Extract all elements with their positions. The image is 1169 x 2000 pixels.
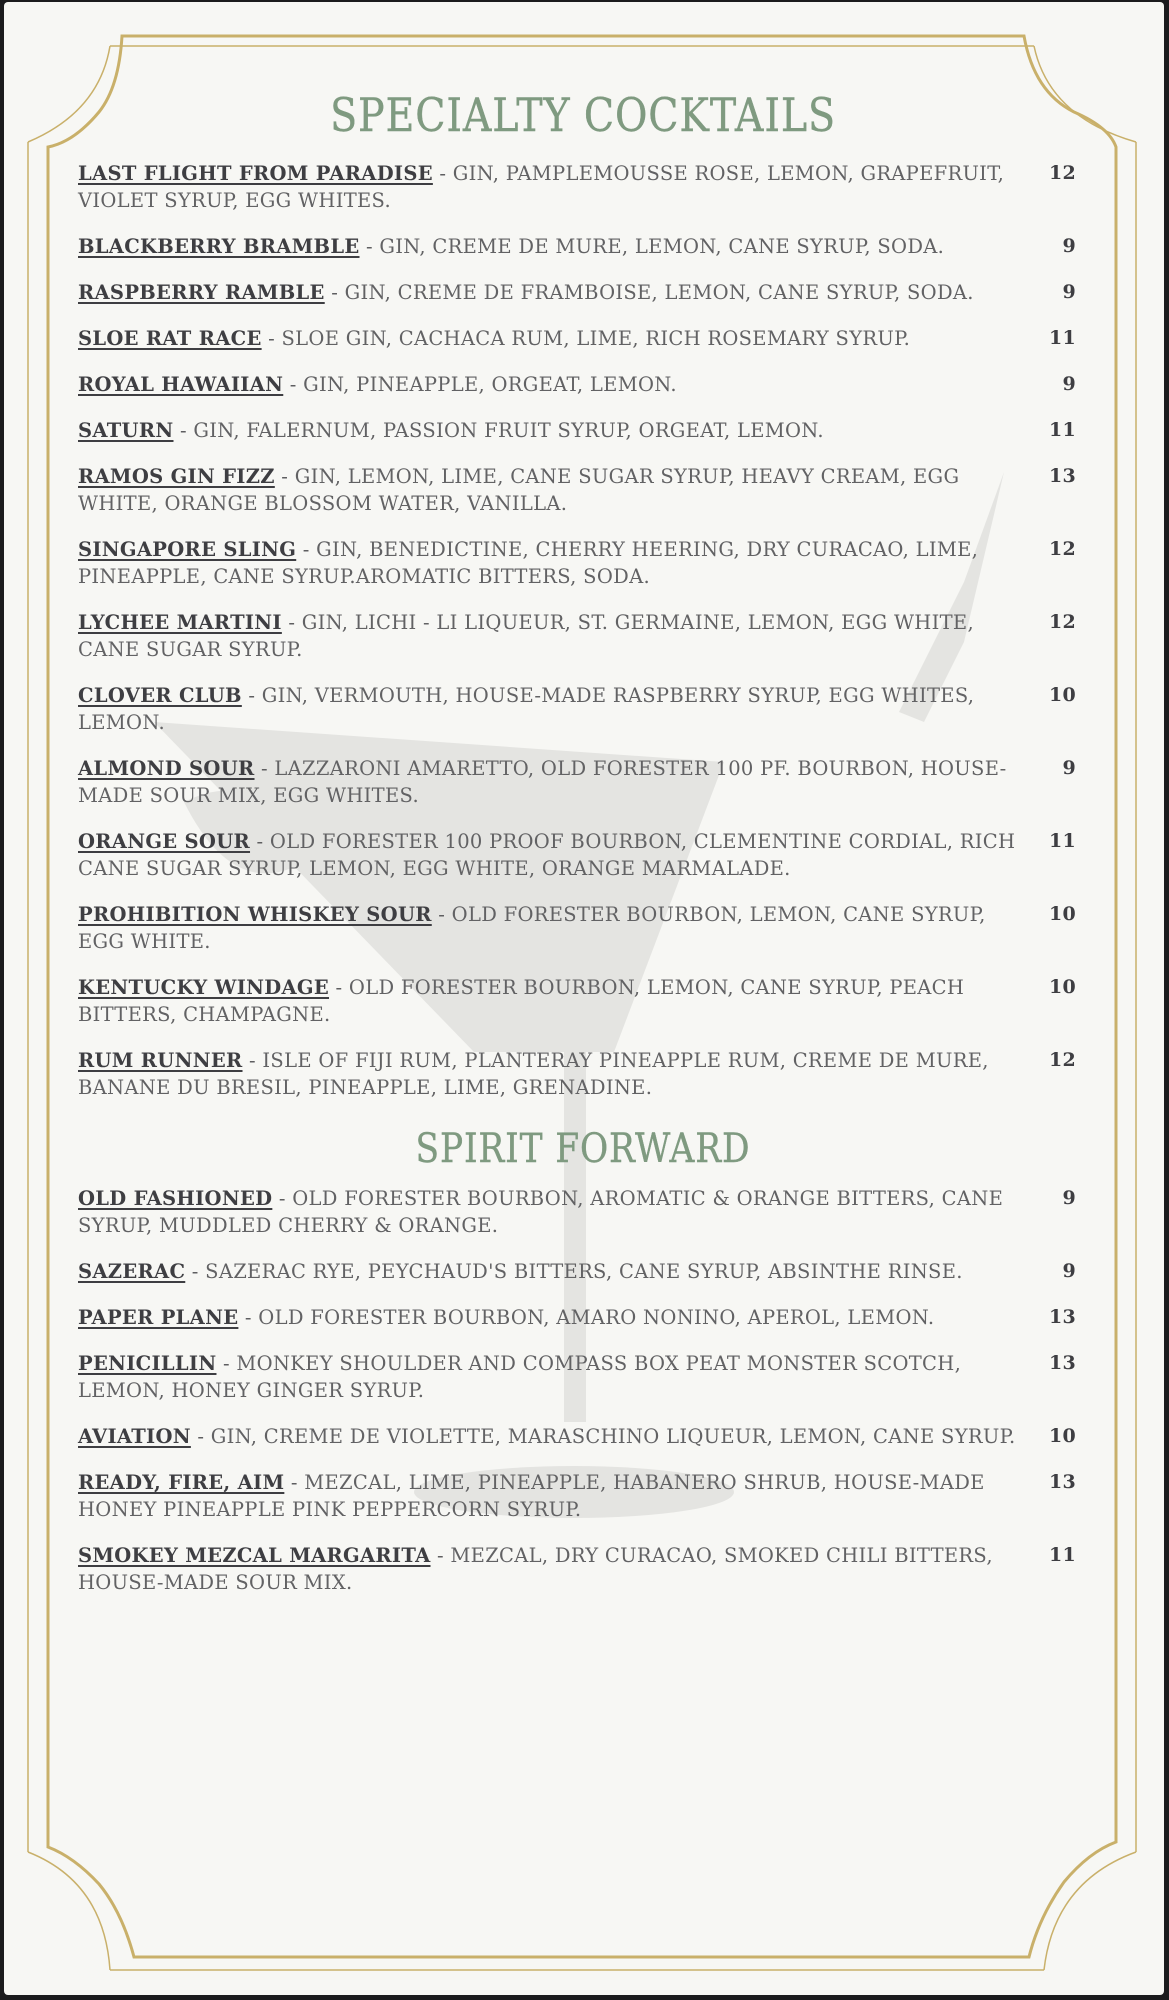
- item-name: READY, FIRE, AIM: [78, 1471, 285, 1494]
- item-price: 9: [1062, 235, 1076, 257]
- item-description: ISLE OF FIJI RUM, PLANTERAY PINEAPPLE RUM, CREME DE MURE, BANANE DU BRESIL, PINEAPPLE, LIME, GRENADINE.: [78, 1049, 989, 1099]
- item-description: MEZCAL, DRY CURACAO, SMOKED CHILI BITTERS, HOUSE-MADE SOUR MIX.: [78, 1544, 993, 1594]
- item-description: GIN, LICHI - LI LIQUEUR, ST. GERMAINE, LEMON, EGG WHITE, CANE SUGAR SYRUP.: [78, 611, 974, 661]
- item-description: SAZERAC RYE, PEYCHAUD'S BITTERS, CANE SYRUP, ABSINTHE RINSE.: [205, 1260, 963, 1283]
- item-name: PENICILLIN: [78, 1352, 217, 1375]
- item-description: GIN, PINEAPPLE, ORGEAT, LEMON.: [303, 373, 677, 396]
- menu-item: AVIATION - GIN, CREME DE VIOLETTE, MARASCHINO LIQUEUR, LEMON, CANE SYRUP. 10: [78, 1425, 1076, 1448]
- menu-item: SINGAPORE SLING - GIN, BENEDICTINE, CHERRY HEERING, DRY CURACAO, LIME, PINEAPPLE, CANE SYRUP.AROMATIC BITTERS, SODA. 12: [78, 538, 1076, 588]
- menu-item: ALMOND SOUR - LAZZARONI AMARETTO, OLD FORESTER 100 PF. BOURBON, HOUSE-MADE SOUR MIX, EGG WHITES. 9: [78, 757, 1076, 807]
- menu-item: KENTUCKY WINDAGE - OLD FORESTER BOURBON, LEMON, CANE SYRUP, PEACH BITTERS, CHAMPAGNE. 10: [78, 976, 1076, 1026]
- item-name: BLACKBERRY BRAMBLE: [78, 235, 360, 258]
- item-name: AVIATION: [78, 1425, 191, 1448]
- menu-item: PENICILLIN - MONKEY SHOULDER AND COMPASS BOX PEAT MONSTER SCOTCH, LEMON, HONEY GINGER SYRUP. 13: [78, 1352, 1076, 1402]
- item-description: OLD FORESTER BOURBON, AROMATIC & ORANGE BITTERS, CANE SYRUP, MUDDLED CHERRY & ORANGE.: [78, 1187, 1004, 1237]
- menu-item: SMOKEY MEZCAL MARGARITA - MEZCAL, DRY CURACAO, SMOKED CHILI BITTERS, HOUSE-MADE SOUR MIX. 11: [78, 1544, 1076, 1594]
- item-name: SATURN: [78, 419, 174, 442]
- item-description: SLOE GIN, CACHACA RUM, LIME, RICH ROSEMARY SYRUP.: [281, 327, 911, 350]
- menu-item: SLOE RAT RACE - SLOE GIN, CACHACA RUM, LIME, RICH ROSEMARY SYRUP. 11: [78, 327, 1076, 350]
- item-price: 10: [1048, 903, 1076, 925]
- item-name: SINGAPORE SLING: [78, 538, 297, 561]
- item-description: GIN, LEMON, LIME, CANE SUGAR SYRUP, HEAVY CREAM, EGG WHITE, ORANGE BLOSSOM WATER, VANILLA.: [78, 465, 960, 515]
- item-price: 12: [1048, 538, 1076, 560]
- item-description: OLD FORESTER 100 PROOF BOURBON, CLEMENTINE CORDIAL, RICH CANE SUGAR SYRUP, LEMON, EGG WHITE, ORANGE MARMALADE.: [78, 830, 1016, 880]
- menu-item: CLOVER CLUB - GIN, VERMOUTH, HOUSE-MADE RASPBERRY SYRUP, EGG WHITES, LEMON. 10: [78, 684, 1076, 734]
- item-price: 9: [1062, 757, 1076, 779]
- item-description: GIN, BENEDICTINE, CHERRY HEERING, DRY CURACAO, LIME, PINEAPPLE, CANE SYRUP.AROMATIC BITTERS, SODA.: [78, 538, 979, 588]
- item-price: 13: [1048, 465, 1076, 487]
- menu-item: PROHIBITION WHISKEY SOUR - OLD FORESTER BOURBON, LEMON, CANE SYRUP, EGG WHITE. 10: [78, 903, 1076, 953]
- menu-item: READY, FIRE, AIM - MEZCAL, LIME, PINEAPPLE, HABANERO SHRUB, HOUSE-MADE HONEY PINEAPPLE PINK PEPPERCORN SYRUP. 13: [78, 1471, 1076, 1521]
- menu-content: [78, 88, 1088, 1615]
- item-price: 13: [1048, 1306, 1076, 1328]
- menu-item: ORANGE SOUR - OLD FORESTER 100 PROOF BOURBON, CLEMENTINE CORDIAL, RICH CANE SUGAR SYRUP, LEMON, EGG WHITE, ORANGE MARMALADE. 11: [78, 830, 1076, 880]
- item-name: ALMOND SOUR: [78, 757, 255, 780]
- item-description: LAZZARONI AMARETTO, OLD FORESTER 100 PF. BOURBON, HOUSE-MADE SOUR MIX, EGG WHITES.: [78, 757, 1007, 807]
- menu-page: [4, 2, 1164, 1995]
- item-name: RAMOS GIN FIZZ: [78, 465, 275, 488]
- item-name: RASPBERRY RAMBLE: [78, 281, 325, 304]
- item-price: 11: [1048, 419, 1076, 441]
- item-price: 9: [1062, 1260, 1076, 1282]
- item-price: 9: [1062, 281, 1076, 303]
- item-price: 12: [1048, 162, 1076, 184]
- menu-item: ROYAL HAWAIIAN - GIN, PINEAPPLE, ORGEAT, LEMON. 9: [78, 373, 1076, 396]
- menu-item: PAPER PLANE - OLD FORESTER BOURBON, AMARO NONINO, APEROL, LEMON. 13: [78, 1306, 1076, 1329]
- item-name: LAST FLIGHT FROM PARADISE: [78, 162, 433, 185]
- item-price: 9: [1062, 373, 1076, 395]
- menu-item: OLD FASHIONED - OLD FORESTER BOURBON, AROMATIC & ORANGE BITTERS, CANE SYRUP, MUDDLED CHERRY & ORANGE. 9: [78, 1187, 1076, 1237]
- item-price: 12: [1048, 611, 1076, 633]
- item-description: OLD FORESTER BOURBON, LEMON, CANE SYRUP, EGG WHITE.: [78, 903, 986, 953]
- item-name: RUM RUNNER: [78, 1049, 243, 1072]
- item-price: 11: [1048, 830, 1076, 852]
- menu-item: LYCHEE MARTINI - GIN, LICHI - LI LIQUEUR, ST. GERMAINE, LEMON, EGG WHITE, CANE SUGAR SYRUP. 12: [78, 611, 1076, 661]
- item-description: GIN, CREME DE MURE, LEMON, CANE SYRUP, SODA.: [379, 235, 945, 258]
- item-price: 11: [1048, 327, 1076, 349]
- item-price: 13: [1048, 1471, 1076, 1493]
- item-description: OLD FORESTER BOURBON, AMARO NONINO, APEROL, LEMON.: [258, 1306, 935, 1329]
- item-price: 10: [1048, 976, 1076, 998]
- item-price: 10: [1048, 684, 1076, 706]
- menu-item: LAST FLIGHT FROM PARADISE - GIN, PAMPLEMOUSSE ROSE, LEMON, GRAPEFRUIT, VIOLET SYRUP, EGG WHITES. 12: [78, 162, 1076, 212]
- item-name: SMOKEY MEZCAL MARGARITA: [78, 1544, 431, 1567]
- item-price: 12: [1048, 1049, 1076, 1071]
- menu-item: SATURN - GIN, FALERNUM, PASSION FRUIT SYRUP, ORGEAT, LEMON. 11: [78, 419, 1076, 442]
- item-description: GIN, FALERNUM, PASSION FRUIT SYRUP, ORGEAT, LEMON.: [193, 419, 824, 442]
- item-name: ROYAL HAWAIIAN: [78, 373, 284, 396]
- section-title-spirit-forward: SPIRIT FORWARD: [415, 1126, 751, 1172]
- item-name: LYCHEE MARTINI: [78, 611, 282, 634]
- item-name: OLD FASHIONED: [78, 1187, 273, 1210]
- item-price: 11: [1048, 1544, 1076, 1566]
- item-description: GIN, CREME DE VIOLETTE, MARASCHINO LIQUEUR, LEMON, CANE SYRUP.: [210, 1425, 1016, 1448]
- item-name: SAZERAC: [78, 1260, 186, 1283]
- item-description: MEZCAL, LIME, PINEAPPLE, HABANERO SHRUB, HOUSE-MADE HONEY PINEAPPLE PINK PEPPERCORN SYRUP.: [78, 1471, 985, 1521]
- item-name: PROHIBITION WHISKEY SOUR: [78, 903, 432, 926]
- item-description: MONKEY SHOULDER AND COMPASS BOX PEAT MONSTER SCOTCH, LEMON, HONEY GINGER SYRUP.: [78, 1352, 962, 1402]
- item-name: ORANGE SOUR: [78, 830, 251, 853]
- menu-item: BLACKBERRY BRAMBLE - GIN, CREME DE MURE, LEMON, CANE SYRUP, SODA. 9: [78, 235, 1076, 258]
- menu-item: SAZERAC - SAZERAC RYE, PEYCHAUD'S BITTERS, CANE SYRUP, ABSINTHE RINSE. 9: [78, 1260, 1076, 1283]
- item-description: GIN, PAMPLEMOUSSE ROSE, LEMON, GRAPEFRUIT, VIOLET SYRUP, EGG WHITES.: [78, 162, 1005, 212]
- menu-item: RAMOS GIN FIZZ - GIN, LEMON, LIME, CANE SUGAR SYRUP, HEAVY CREAM, EGG WHITE, ORANGE BLOSSOM WATER, VANILLA. 13: [78, 465, 1076, 515]
- item-name: KENTUCKY WINDAGE: [78, 976, 330, 999]
- section-title-specialty-cocktails: SPECIALTY COCKTAILS: [330, 88, 836, 142]
- item-name: CLOVER CLUB: [78, 684, 242, 707]
- item-description: GIN, CREME DE FRAMBOISE, LEMON, CANE SYRUP, SODA.: [344, 281, 974, 304]
- item-price: 13: [1048, 1352, 1076, 1374]
- item-description: OLD FORESTER BOURBON, LEMON, CANE SYRUP, PEACH BITTERS, CHAMPAGNE.: [78, 976, 965, 1026]
- menu-item: RASPBERRY RAMBLE - GIN, CREME DE FRAMBOISE, LEMON, CANE SYRUP, SODA. 9: [78, 281, 1076, 304]
- item-price: 10: [1048, 1425, 1076, 1447]
- item-description: GIN, VERMOUTH, HOUSE-MADE RASPBERRY SYRUP, EGG WHITES, LEMON.: [78, 684, 975, 734]
- item-name: PAPER PLANE: [78, 1306, 239, 1329]
- item-price: 9: [1062, 1187, 1076, 1209]
- menu-item: RUM RUNNER - ISLE OF FIJI RUM, PLANTERAY PINEAPPLE RUM, CREME DE MURE, BANANE DU BRESIL, PINEAPPLE, LIME, GRENADINE. 12: [78, 1049, 1076, 1099]
- item-name: SLOE RAT RACE: [78, 327, 262, 350]
